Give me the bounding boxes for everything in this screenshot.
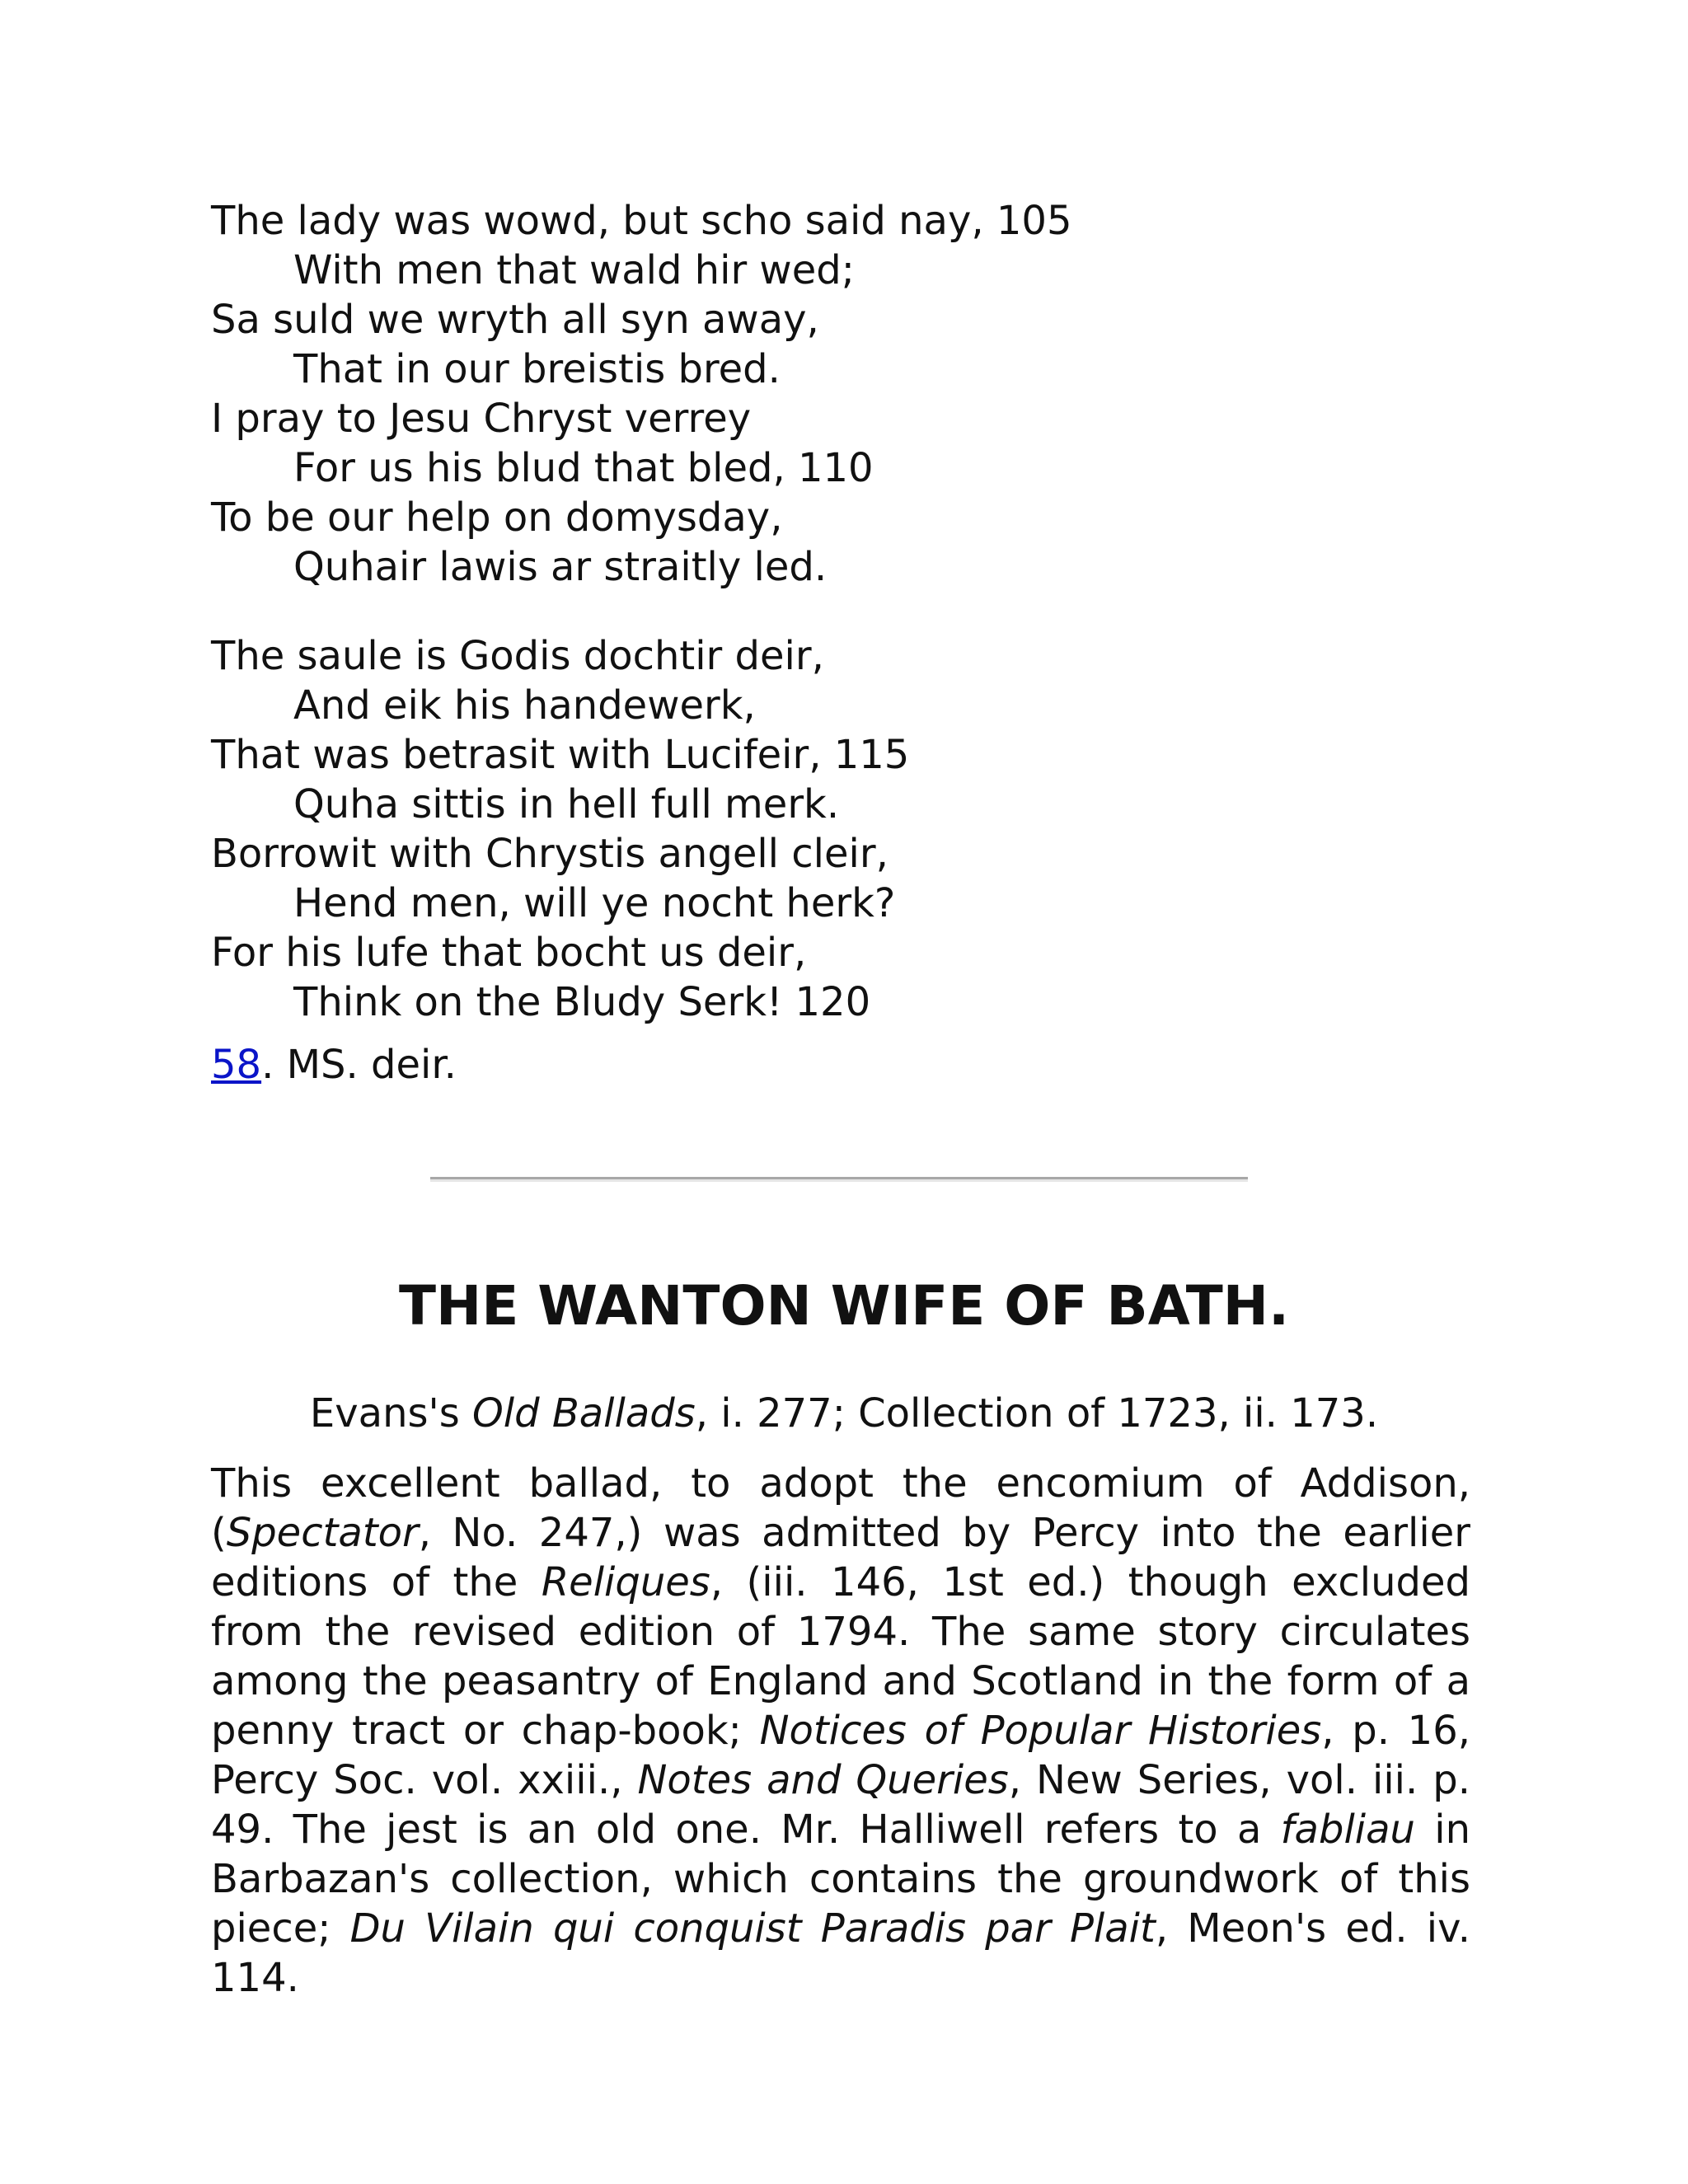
poem-line: For us his blud that bled, 110: [293, 445, 874, 491]
text-run: This excellent ballad, to adopt the encomium of Addison, (: [211, 1460, 1470, 1556]
poem-line: And eik his handewerk,: [293, 682, 756, 729]
source-pre: Evans's: [309, 1390, 472, 1436]
poem-line: That was betrasit with Lucifeir, 115: [211, 732, 910, 778]
poem-line: That in our breistis bred.: [293, 346, 781, 392]
italic-title: Notices of Popular Histories: [759, 1708, 1322, 1754]
footnote-link[interactable]: 58: [211, 1042, 262, 1088]
stanza-1: [211, 196, 1470, 592]
italic-title: Spectator: [226, 1510, 419, 1556]
poem-line: Borrowit with Chrystis angell cleir,: [211, 831, 889, 877]
text-run: in Barbazan's collection, which contains the groundwork of this piece;: [211, 1807, 1470, 1952]
text-run: , (iii. 146, 1st ed.) though excluded from the revised edition of 1794. The same story circulates among the peasantry of England and Scotland in the form of a penny tract or chap-book;: [211, 1559, 1471, 1754]
intro-paragraph: [211, 1459, 1470, 2003]
text-run: , p. 16, Percy Soc. vol. xxiii.,: [211, 1708, 1470, 1803]
text-run: , New Series, vol. iii. p. 49. The jest is an old one. Mr. Halliwell refers to a: [211, 1757, 1471, 1853]
footnote-text: . MS. deir.: [261, 1042, 457, 1088]
poem-block: [211, 196, 1470, 1090]
source-post: , i. 277; Collection of 1723, ii. 173.: [695, 1390, 1379, 1436]
stanza-gap: [211, 592, 1470, 631]
ballad-title: THE WANTON WIFE OF BATH.: [398, 1274, 1290, 1338]
italic-title: Du Vilain qui conquist Paradis par Plait: [349, 1905, 1156, 1952]
poem-line: Think on the Bludy Serk! 120: [293, 979, 871, 1025]
poem-line: To be our help on domysday,: [211, 494, 783, 541]
italic-title: Reliques: [541, 1559, 710, 1605]
poem-line: Sa suld we wryth all syn away,: [211, 297, 819, 343]
italic-title: Notes and Queries: [637, 1757, 1009, 1803]
stanza-2: [211, 631, 1470, 1027]
poem-line: For his lufe that bocht us deir,: [211, 930, 807, 976]
footnote: [211, 1040, 1470, 1090]
poem-line: The lady was wowd, but scho said nay, 105: [211, 198, 1072, 244]
italic-title: fabliau: [1280, 1807, 1415, 1853]
source-italic: Old Ballads: [471, 1390, 696, 1436]
poem-line: The saule is Godis dochtir deir,: [211, 633, 824, 679]
text-run: , No. 247,) was admitted by Percy into the earlier editions of the: [211, 1510, 1470, 1605]
poem-line: Quhair lawis ar straitly led.: [293, 544, 828, 590]
poem-line: With men that wald hir wed;: [293, 247, 855, 293]
section-divider: [430, 1177, 1248, 1182]
poem-line: Hend men, will ye nocht herk?: [293, 880, 896, 926]
text-run: , Meon's ed. iv. 114.: [211, 1905, 1471, 2001]
poem-line: Quha sittis in hell full merk.: [293, 781, 840, 827]
poem-line: I pray to Jesu Chryst verrey: [211, 396, 752, 442]
source-citation: [0, 1389, 1688, 1438]
